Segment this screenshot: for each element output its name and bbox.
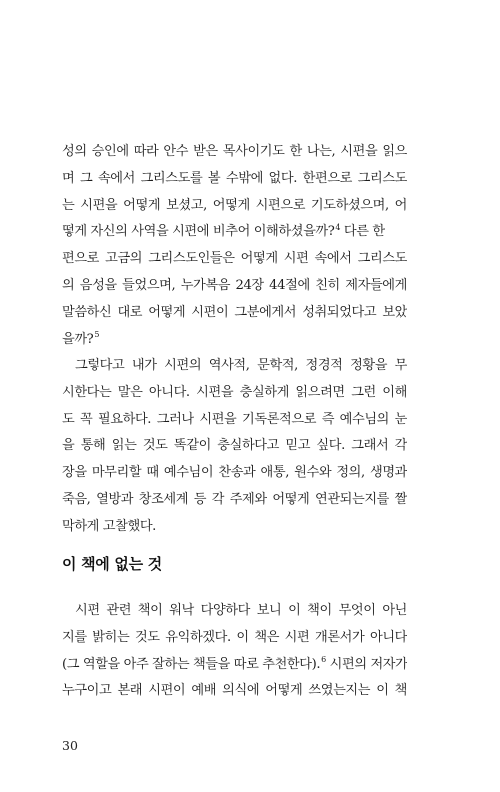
- footnote-marker: 6: [321, 655, 326, 665]
- paragraph-3: [62, 598, 407, 705]
- text-line-tail: 시편의 저자가: [325, 656, 407, 672]
- text-line: [62, 219, 407, 246]
- text-line-body: 떻게 자신의 사역을 시편에 비추어 이해하셨을까?: [62, 224, 335, 240]
- text-line: 성의 승인에 따라 안수 받은 목사이기도 한 나는, 시편을 읽으: [62, 144, 407, 159]
- paragraph-2: [62, 353, 407, 541]
- text-line: 죽음, 열방과 창조세계 등 각 주제와 어떻게 연관되는지를 짤: [62, 491, 407, 507]
- text-line: 막하게 고찰했다.: [62, 518, 156, 534]
- text-line: 시한다는 말은 아니다. 시편을 충실하게 읽으려면 그런 이해: [62, 384, 407, 400]
- text-line: 시편 관련 책이 워낙 다양하다 보니 이 책이 무엇이 아닌: [75, 603, 407, 618]
- text-line-body: 을까?: [62, 331, 94, 347]
- text-line: 말씀하신 대로 어떻게 시편이 그분에게서 성취되었다고 보았: [62, 304, 407, 320]
- text-line: [62, 327, 407, 354]
- text-line: 편으로 고금의 그리스도인들은 어떻게 시편 속에서 그리스도: [62, 251, 407, 267]
- text-line: 누구이고 본래 시편이 예배 의식에 어떻게 쓰였는지는 이 책: [62, 683, 407, 699]
- text-line-body: (그 역할을 아주 잘하는 책들을 따로 추천한다).: [62, 656, 321, 672]
- text-line: 지를 밝히는 것도 유익하겠다. 이 책은 시편 개론서가 아니다: [62, 629, 407, 645]
- text-line-tail: 다른 한: [340, 224, 385, 240]
- page-number: 30: [62, 738, 78, 753]
- text-line: 도 꼭 필요하다. 그러나 시편을 기독론적으로 즉 예수님의 눈: [62, 411, 407, 427]
- paragraph-1: [62, 139, 407, 353]
- text-line: 을 통해 읽는 것도 똑같이 충실하다고 믿고 싶다. 그래서 각: [62, 438, 407, 454]
- footnote-marker: 5: [94, 330, 100, 340]
- footnote-marker: 4: [335, 223, 341, 232]
- text-line: 며 그 속에서 그리스도를 볼 수밖에 없다. 한편으로 그리스도: [62, 170, 407, 186]
- text-line: 는 시편을 어떻게 보셨고, 어떻게 시편으로 기도하셨으며, 어: [62, 197, 407, 213]
- text-line: 장을 마무리할 때 예수님이 찬송과 애통, 원수와 정의, 생명과: [62, 465, 407, 481]
- text-line: [62, 652, 407, 679]
- text-line: 그렇다고 내가 시편의 역사적, 문학적, 정경적 정황을 무: [75, 358, 407, 373]
- section-heading: 이 책에 없는 것: [62, 555, 162, 573]
- text-line: 의 음성을 들었으며, 누가복음 24장 44절에 친히 제자들에게: [62, 277, 407, 293]
